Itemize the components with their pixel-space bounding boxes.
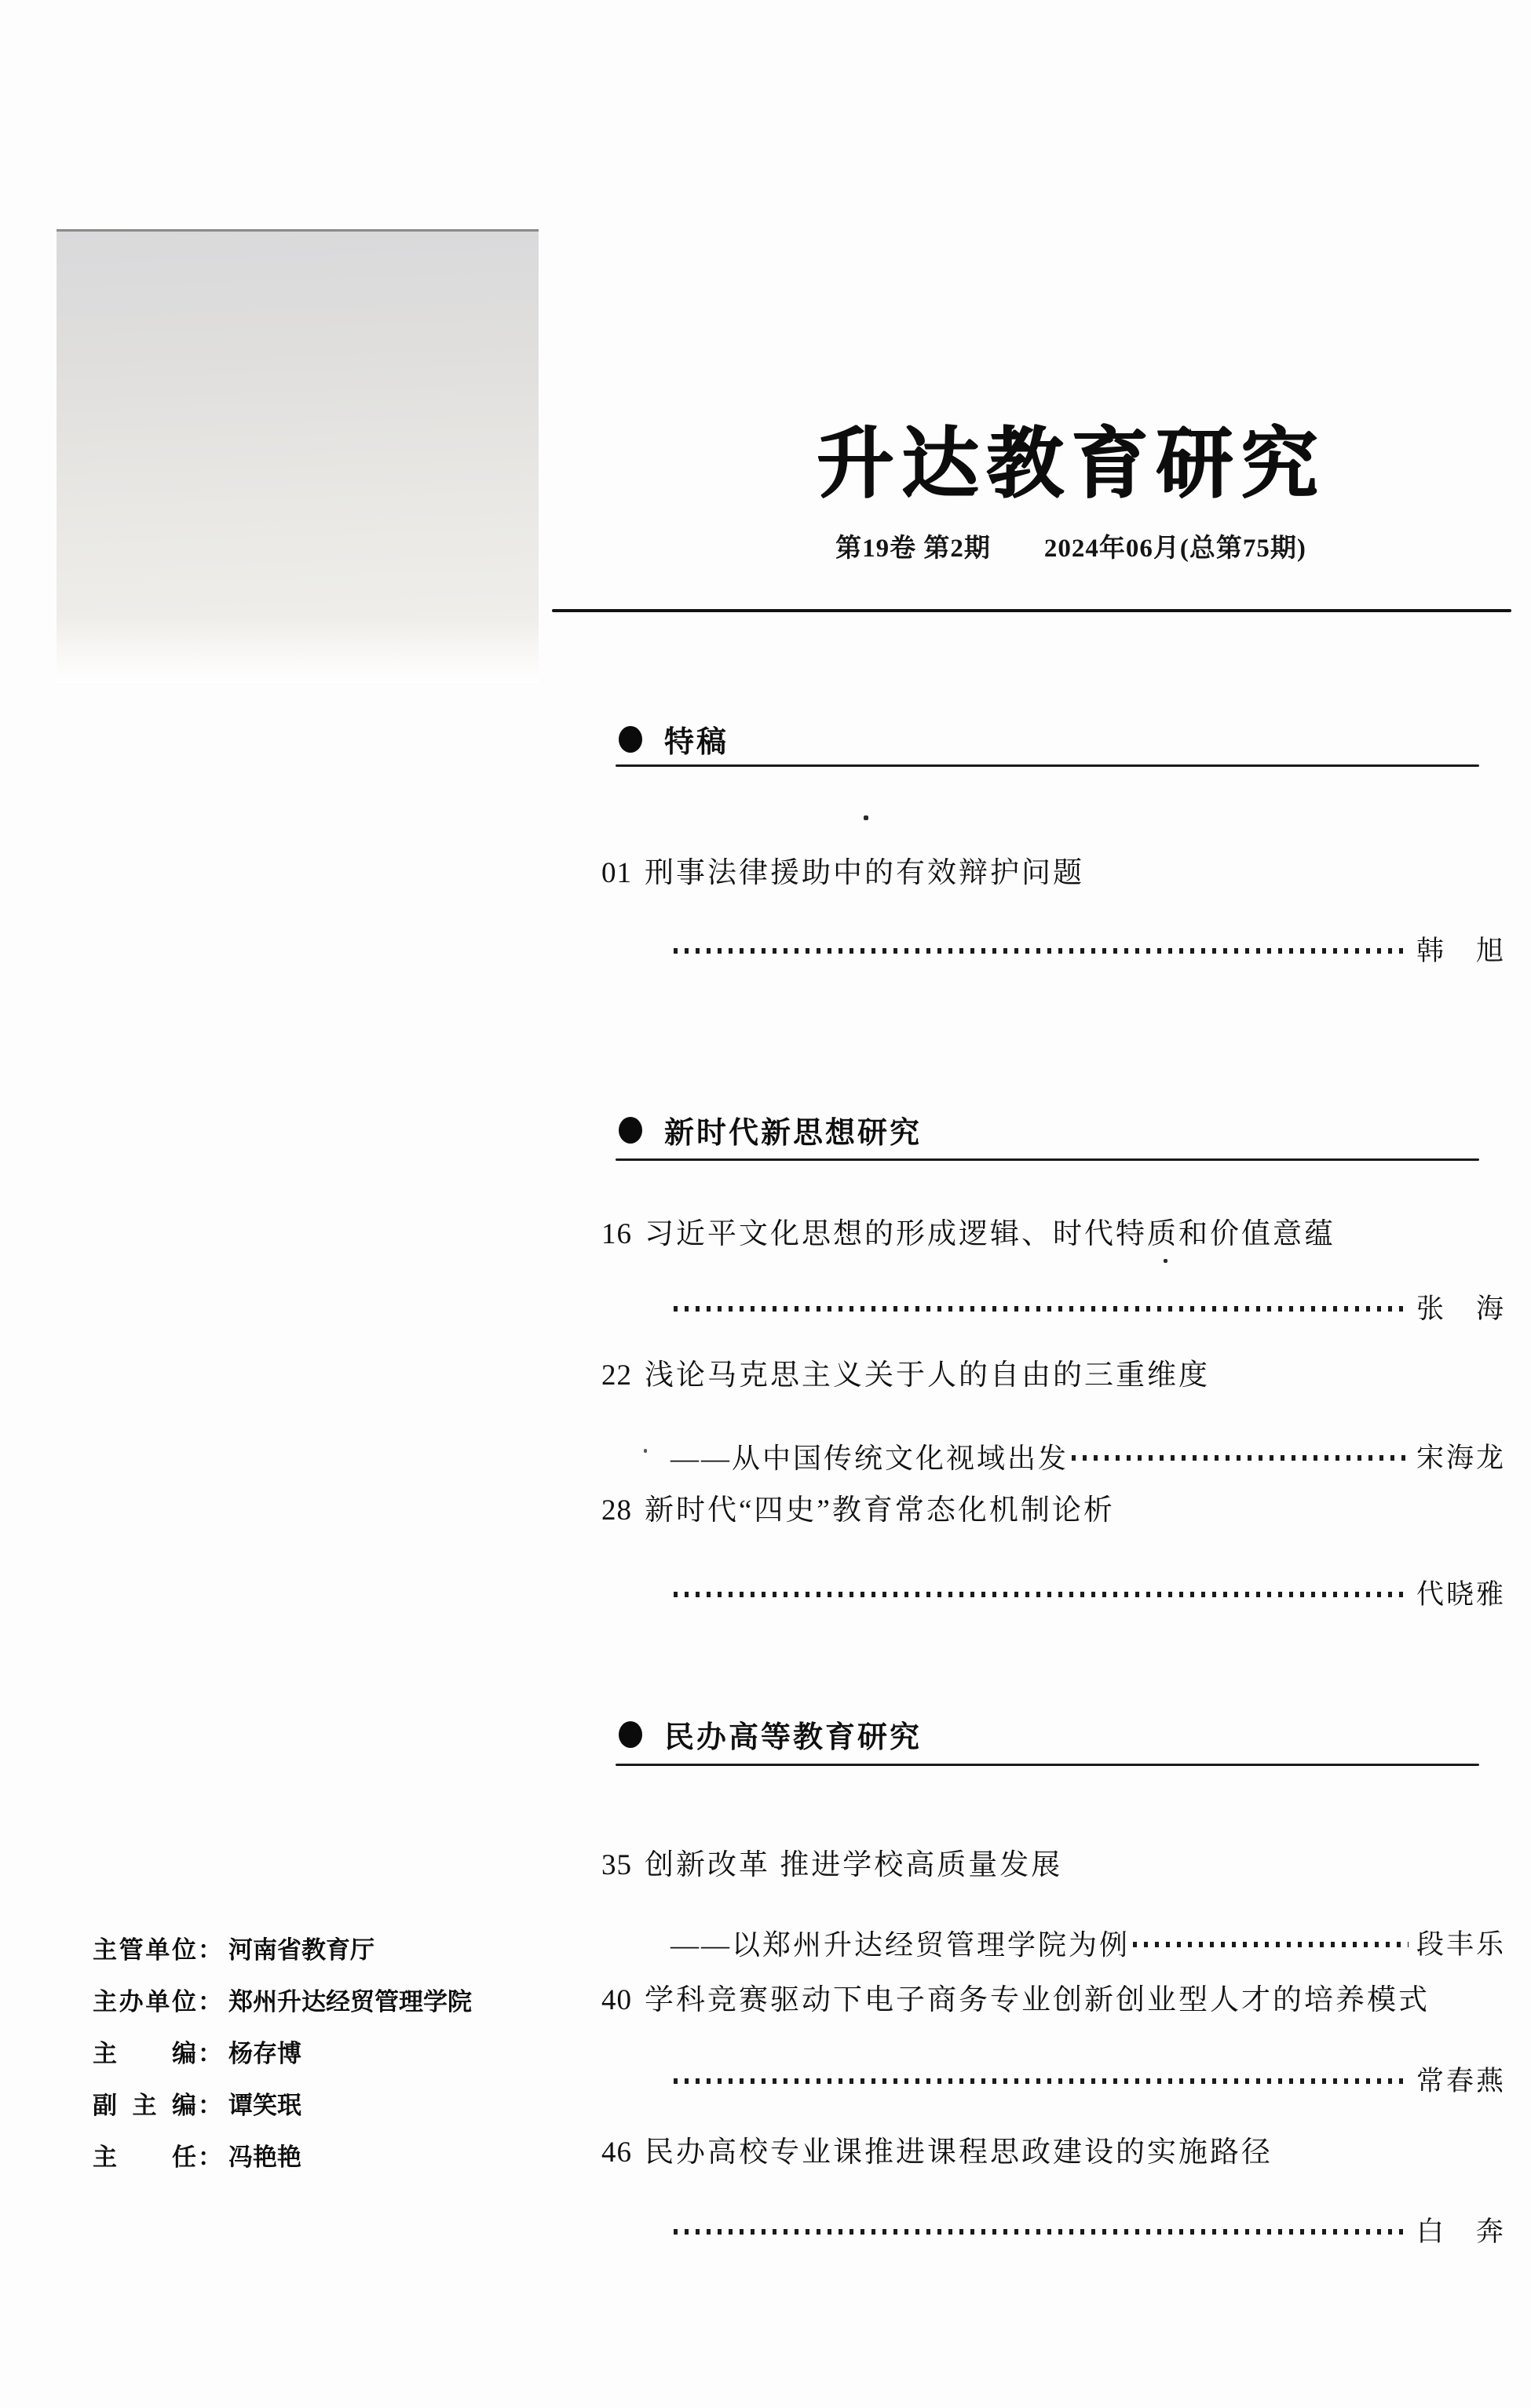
header-rule <box>552 609 1511 612</box>
toc-entry <box>601 1358 1512 1394</box>
entry-title: 刑事法律援助中的有效辩护问题 <box>645 857 1084 889</box>
masthead-row <box>93 2077 472 2129</box>
journal-title: 升达教育研究 <box>816 418 1325 509</box>
entry-title: 浅论马克思主义关于人的自由的三重维度 <box>645 1359 1210 1392</box>
masthead-label: 主任 <box>93 2143 196 2171</box>
entry-author: 常春燕 <box>1416 2066 1506 2096</box>
entry-author: 韩 旭 <box>1416 936 1506 966</box>
page-number: 28 <box>601 1494 632 1527</box>
scan-noise-dot <box>864 815 868 820</box>
masthead-value: 冯艳艳 <box>228 2143 301 2171</box>
masthead-colon: ： <box>198 2143 222 2171</box>
entry-subtitle: ——从中国传统文化视域出发 <box>670 1442 1069 1474</box>
entry-title: 创新改革 推进学校高质量发展 <box>645 1849 1063 1881</box>
scanned-photo-fade <box>57 620 539 683</box>
toc-entry-author-line <box>670 1438 1506 1474</box>
masthead-colon: ： <box>198 2091 222 2119</box>
masthead-label: 主办单位 <box>93 1987 196 2016</box>
entry-author: 宋海龙 <box>1416 1443 1506 1473</box>
toc-entry <box>601 2135 1512 2171</box>
masthead-colon: ： <box>198 1936 222 1964</box>
section-label: 民办高等教育研究 <box>664 1721 923 1754</box>
toc-entry-author-line <box>670 1925 1506 1961</box>
scanned-photo-placeholder <box>57 229 539 622</box>
dotted-leader <box>674 1306 1409 1312</box>
masthead-value: 郑州升达经贸管理学院 <box>228 1987 472 2016</box>
masthead-colon: ： <box>198 1987 222 2016</box>
section-rule <box>616 764 1479 767</box>
issue-info: 第19卷 第2期 2024年06月(总第75期) <box>835 535 1306 563</box>
masthead-row <box>93 1973 472 2025</box>
page-number: 35 <box>601 1849 632 1881</box>
toc-entry-author-line <box>670 1289 1506 1325</box>
toc-entry-author-line <box>670 2061 1506 2097</box>
section-rule <box>616 1158 1479 1161</box>
entry-author: 白 奔 <box>1416 2216 1506 2247</box>
section-header-minban <box>619 1713 922 1756</box>
toc-entry <box>601 1983 1512 2019</box>
dotted-leader <box>674 2078 1409 2084</box>
entry-author: 张 海 <box>1416 1293 1506 1324</box>
section-bullet-icon <box>619 1721 642 1748</box>
page-number: 46 <box>601 2136 632 2169</box>
entry-title: 新时代“四史”教育常态化机制论析 <box>645 1494 1115 1527</box>
masthead-label: 主管单位 <box>93 1936 196 1964</box>
page-number: 22 <box>601 1359 632 1392</box>
section-label: 特稿 <box>664 726 729 759</box>
toc-entry-author-line <box>670 2212 1506 2248</box>
toc-entry <box>601 1493 1512 1529</box>
scan-noise-dot <box>1164 1259 1167 1263</box>
dotted-leader <box>674 2229 1409 2235</box>
masthead-value: 杨存博 <box>228 2039 301 2067</box>
section-bullet-icon <box>619 726 642 753</box>
dotted-leader <box>674 1592 1409 1597</box>
masthead-row <box>93 2129 472 2180</box>
entry-title: 民办高校专业课推进课程思政建设的实施路径 <box>645 2136 1273 2169</box>
dotted-leader <box>1133 1942 1409 1947</box>
toc-entry-author-line <box>670 1574 1506 1611</box>
page-number: 01 <box>601 857 632 889</box>
page-number: 16 <box>601 1218 632 1250</box>
masthead-row <box>93 1921 472 1973</box>
entry-title: 习近平文化思想的形成逻辑、时代特质和价值意蕴 <box>645 1218 1336 1250</box>
masthead-row <box>93 2025 472 2077</box>
toc-entry-author-line <box>670 931 1506 967</box>
entry-author: 代晓雅 <box>1416 1579 1506 1610</box>
masthead-block <box>93 1921 472 2180</box>
masthead-value: 河南省教育厅 <box>228 1936 375 1964</box>
dotted-leader <box>674 948 1409 954</box>
dotted-leader <box>1072 1455 1409 1461</box>
entry-title: 学科竞赛驱动下电子商务专业创新创业型人才的培养模式 <box>645 1984 1430 2016</box>
section-header-xinshidai <box>619 1108 922 1151</box>
section-rule <box>616 1764 1479 1766</box>
page-number: 40 <box>601 1984 632 2016</box>
section-label: 新时代新思想研究 <box>664 1117 923 1150</box>
toc-entry <box>601 856 1512 892</box>
entry-subtitle: ——以郑州升达经贸管理学院为例 <box>670 1928 1131 1961</box>
masthead-value: 谭笑珉 <box>228 2091 301 2119</box>
masthead-label: 副主编 <box>93 2091 196 2119</box>
toc-entry <box>601 1217 1512 1253</box>
section-header-tegao <box>619 717 729 761</box>
scan-noise-dot <box>644 1449 647 1453</box>
masthead-colon: ： <box>198 2039 222 2067</box>
section-bullet-icon <box>619 1117 642 1144</box>
toc-entry <box>601 1848 1512 1884</box>
masthead-label: 主编 <box>93 2039 196 2067</box>
entry-author: 段丰乐 <box>1416 1929 1506 1960</box>
